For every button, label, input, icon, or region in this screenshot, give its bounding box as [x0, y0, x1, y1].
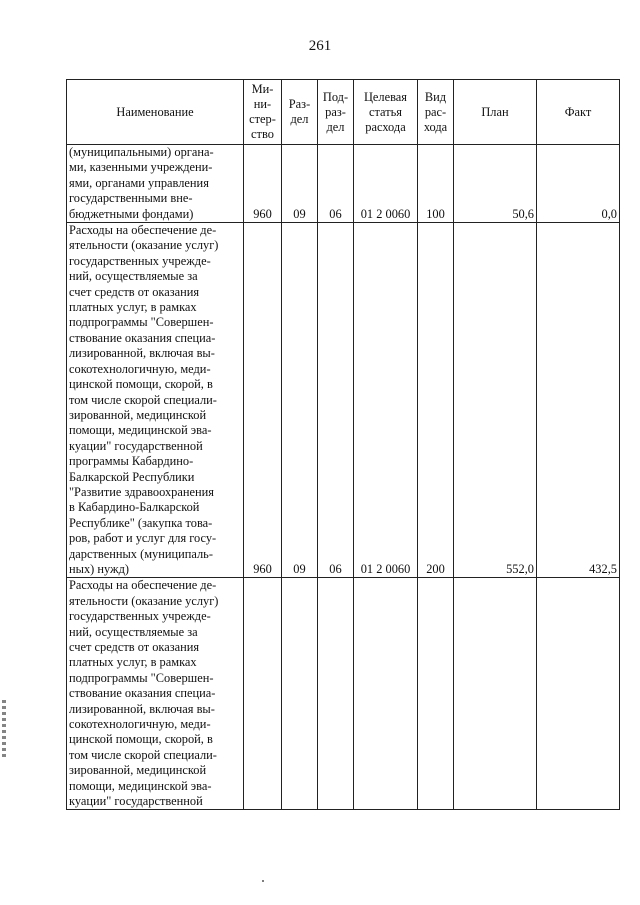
- cell-fact: 0,0: [537, 145, 620, 223]
- row-name: [67, 145, 244, 223]
- row-name-line: ями, органами управления: [69, 175, 209, 190]
- cell-target-article: [354, 578, 418, 810]
- row-name-line: "Развитие здравоохранения: [69, 484, 214, 499]
- cell-target-article: 01 2 0060: [354, 145, 418, 223]
- cell-expense-type: [418, 578, 454, 810]
- header-name: Наименование: [67, 80, 244, 145]
- row-name-line: бюджетными фондами): [69, 206, 194, 221]
- margin-mark: [2, 700, 6, 760]
- row-name-line: цинской помощи, скорой, в: [69, 732, 213, 747]
- row-name-line: Республике" (закупка това-: [69, 515, 213, 530]
- cell-expense-type: 100: [418, 145, 454, 223]
- cell-expense-type: 200: [418, 223, 454, 578]
- table-row: [67, 223, 620, 578]
- row-name-line: зированной, медицинской: [69, 407, 207, 422]
- row-name-line: ний, осуществляемые за: [69, 624, 198, 639]
- row-name-line: Расходы на обеспечение де-: [69, 578, 217, 593]
- row-name-line: зированной, медицинской: [69, 763, 207, 778]
- header-section: Раз- дел: [282, 80, 318, 145]
- header-ministry: Ми- ни- стер- ство: [244, 80, 282, 145]
- row-name-line: государственных учрежде-: [69, 253, 211, 268]
- cell-ministry: [244, 578, 282, 810]
- row-name-line: (муниципальными) органа-: [69, 145, 214, 159]
- row-name-line: помощи, медицинской эва-: [69, 778, 212, 793]
- row-name-line: ных) нужд): [69, 561, 130, 576]
- row-name-line: в Кабардино-Балкарской: [69, 500, 200, 515]
- row-name-line: счет средств от оказания: [69, 284, 200, 299]
- row-name-line: платных услуг, в рамках: [69, 300, 197, 315]
- page-number: 261: [308, 38, 332, 54]
- table-row: [67, 145, 620, 223]
- row-name-line: сокотехнологичную, меди-: [69, 717, 211, 732]
- row-name-line: ров, работ и услуг для госу-: [69, 531, 217, 546]
- row-name-line: лизированной, включая вы-: [69, 346, 215, 361]
- header-target-article: Целевая статья расхода: [354, 80, 418, 145]
- table-row: [67, 578, 620, 810]
- row-name-line: ствование оказания специа-: [69, 686, 216, 701]
- row-name: [67, 578, 244, 810]
- row-name-line: подпрограммы "Совершен-: [69, 670, 214, 685]
- row-name: [67, 223, 244, 578]
- row-name-line: куации" государственной: [69, 794, 203, 809]
- cell-fact: [537, 578, 620, 810]
- row-name-line: платных услуг, в рамках: [69, 655, 197, 670]
- cell-section: 09: [282, 145, 318, 223]
- row-name-line: программы Кабардино-: [69, 454, 194, 469]
- cell-subsection: 06: [318, 145, 354, 223]
- table-body: [67, 145, 620, 810]
- row-name-line: подпрограммы "Совершен-: [69, 315, 214, 330]
- header-plan: План: [454, 80, 537, 145]
- row-name-line: ятельности (оказание услуг): [69, 238, 219, 253]
- cell-subsection: 06: [318, 223, 354, 578]
- cell-section: [282, 578, 318, 810]
- row-name-line: ятельности (оказание услуг): [69, 593, 219, 608]
- row-name-line: цинской помощи, скорой, в: [69, 377, 213, 392]
- row-name-line: том числе скорой специали-: [69, 747, 217, 762]
- header-expense-type: Вид рас- хода: [418, 80, 454, 145]
- row-name-line: сокотехнологичную, меди-: [69, 361, 211, 376]
- cell-ministry: 960: [244, 223, 282, 578]
- header-row: [67, 80, 620, 145]
- row-name-line: куации" государственной: [69, 438, 203, 453]
- row-name-line: лизированной, включая вы-: [69, 701, 215, 716]
- row-name-line: ний, осуществляемые за: [69, 269, 198, 284]
- row-name-line: ствование оказания специа-: [69, 330, 216, 345]
- row-name-line: помощи, медицинской эва-: [69, 423, 212, 438]
- cell-ministry: 960: [244, 145, 282, 223]
- cell-plan: [454, 578, 537, 810]
- header-fact: Факт: [537, 80, 620, 145]
- row-name-line: Расходы на обеспечение де-: [69, 223, 217, 238]
- cell-section: 09: [282, 223, 318, 578]
- budget-table: [66, 79, 620, 810]
- row-name-line: государственных учрежде-: [69, 609, 211, 624]
- row-name-line: счет средств от оказания: [69, 640, 200, 654]
- cell-target-article: 01 2 0060: [354, 223, 418, 578]
- scan-speck: [262, 880, 264, 882]
- row-name-line: Балкарской Республики: [69, 469, 195, 484]
- cell-subsection: [318, 578, 354, 810]
- row-name-line: том числе скорой специали-: [69, 392, 217, 407]
- row-name-line: государственными вне-: [69, 191, 193, 206]
- cell-fact: 432,5: [537, 223, 620, 578]
- cell-plan: 50,6: [454, 145, 537, 223]
- header-subsection: Под- раз- дел: [318, 80, 354, 145]
- row-name-line: дарственных (муниципаль-: [69, 546, 213, 561]
- row-name-line: ми, казенными учреждени-: [69, 160, 213, 175]
- cell-plan: 552,0: [454, 223, 537, 578]
